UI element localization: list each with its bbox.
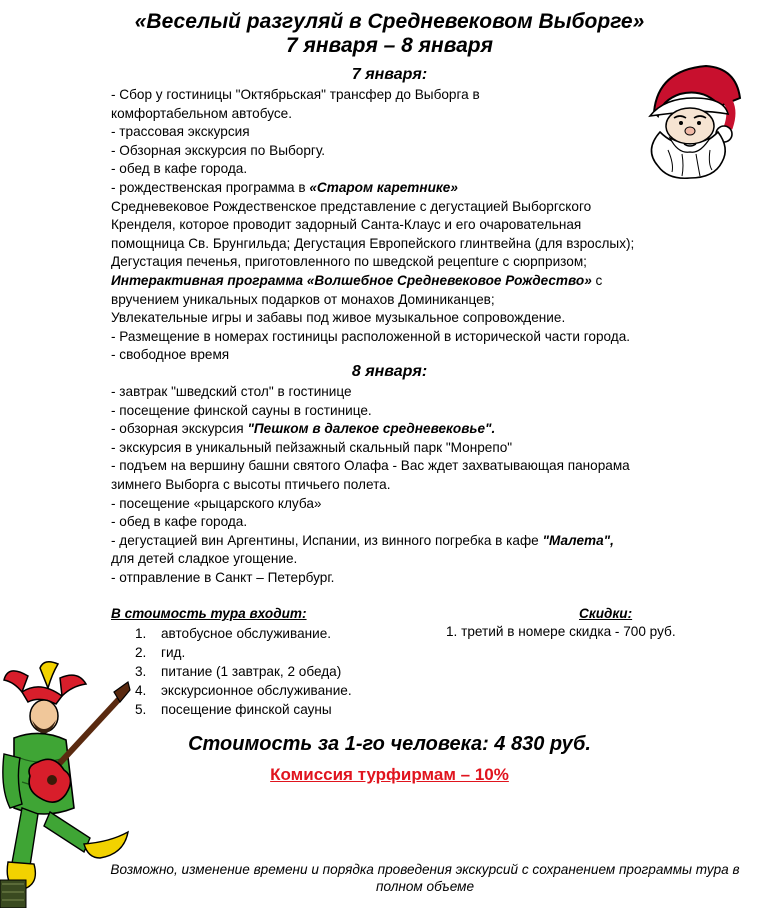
program-text: - рождественская программа в bbox=[111, 179, 310, 195]
included-item-text: экскурсионное обслуживание. bbox=[161, 683, 352, 698]
program-text: Дегустация печенья, приготовленного по шведской рецепture с сюрпризом; bbox=[111, 254, 587, 270]
program-text: - отправление в Санкт – Петербург. bbox=[111, 569, 335, 585]
program-line bbox=[111, 291, 751, 310]
program-line bbox=[111, 328, 751, 347]
included-item-text: гид. bbox=[161, 645, 186, 660]
program-tail: , bbox=[610, 532, 614, 548]
program-line bbox=[111, 550, 751, 569]
discount-item: 1. третий в номере скидка - 700 руб. bbox=[446, 624, 676, 639]
tour-dates: 7 января – 8 января bbox=[285, 34, 494, 57]
program-text: - обед в кафе города. bbox=[111, 514, 248, 530]
included-item-number: 1. bbox=[135, 626, 147, 641]
program-text: вручением уникальных подарков от монахов Доминиканцев; bbox=[111, 291, 495, 307]
included-item bbox=[135, 624, 352, 643]
program-text: помощница Св. Брунгильда; Дегустация Европейского глинтвейна (для взрослых); bbox=[111, 235, 635, 251]
program-text: - подъем на вершину башни святого Олафа - Вас ждет захватывающая панорама bbox=[111, 458, 630, 474]
program-line bbox=[111, 235, 751, 254]
program-line bbox=[111, 439, 751, 458]
program-line bbox=[111, 253, 751, 272]
program-line bbox=[111, 198, 751, 217]
program-text: - Размещение в номерах гостиницы расположенной в исторической части города. bbox=[111, 328, 631, 344]
program-text: - посещение финской сауны в гостинице. bbox=[111, 402, 372, 418]
included-item bbox=[135, 681, 352, 700]
included-item-text: посещение финской сауны bbox=[161, 702, 332, 717]
included-heading-colon: : bbox=[302, 606, 307, 621]
included-item-number: 5. bbox=[135, 702, 147, 717]
program-line bbox=[111, 495, 751, 514]
program-line bbox=[111, 513, 751, 532]
included-heading bbox=[111, 606, 307, 621]
discounts-heading: Скидки: bbox=[579, 606, 633, 621]
day2-program bbox=[111, 383, 751, 588]
included-item bbox=[135, 700, 352, 719]
program-text: - свободное время bbox=[111, 347, 230, 363]
program-line bbox=[111, 272, 751, 291]
page-title bbox=[0, 10, 779, 58]
program-text: зимнего Выборга с высоты птичьего полета. bbox=[111, 476, 391, 492]
santa-claus-illustration bbox=[624, 54, 754, 184]
program-text: комфортабельном автобусе. bbox=[111, 105, 292, 121]
program-line bbox=[111, 569, 751, 588]
included-item-number: 4. bbox=[135, 683, 147, 698]
program-line bbox=[111, 420, 751, 439]
program-text: Кренделя, которое проводит задорный Санта-Клаус и его очаровательная bbox=[111, 217, 582, 233]
program-line bbox=[111, 309, 751, 328]
day2-heading: 8 января: bbox=[351, 363, 428, 380]
program-text: - посещение «рыцарского клуба» bbox=[111, 495, 322, 511]
included-heading-text: В стоимость тура входит bbox=[111, 606, 303, 621]
program-emphasis: "Пешком в далекое средневековье". bbox=[247, 421, 496, 437]
included-list bbox=[135, 624, 352, 719]
program-line bbox=[111, 402, 751, 421]
program-text: - дегустацией вин Аргентины, Испании, из винного погребка в кафе bbox=[111, 532, 543, 548]
program-emphasis: "Малета" bbox=[542, 532, 611, 548]
program-emphasis: «Старом каретнике» bbox=[309, 179, 458, 195]
program-line bbox=[111, 457, 751, 476]
included-item bbox=[135, 662, 352, 681]
program-line bbox=[111, 383, 751, 402]
program-text: для детей сладкое угощение. bbox=[111, 551, 298, 567]
included-item-text: питание (1 завтрак, 2 обеда) bbox=[161, 664, 342, 679]
discounts-list bbox=[446, 624, 676, 639]
program-line bbox=[111, 476, 751, 495]
program-text: - Сбор у гостиницы "Октябрьская" трансфер до Выборга в bbox=[111, 87, 480, 102]
day1-heading: 7 января: bbox=[351, 66, 428, 83]
program-text: - завтрак "шведский стол" в гостинице bbox=[111, 384, 352, 399]
program-emphasis: Интерактивная программа «Волшебное Средневековое Рождество» bbox=[111, 272, 592, 288]
program-line bbox=[111, 216, 751, 235]
program-text: - обзорная экскурсия bbox=[111, 421, 248, 437]
program-text: - трассовая экскурсия bbox=[111, 124, 250, 140]
program-text: Средневековое Рождественское представление с дегустацией Выборгского bbox=[111, 198, 592, 214]
program-text: Увлекательные игры и забавы под живое музыкальное сопровождение. bbox=[111, 310, 566, 326]
program-text: - экскурсия в уникальный пейзажный скальный парк "Монрепо" bbox=[111, 439, 513, 455]
included-item-number: 3. bbox=[135, 664, 147, 679]
program-text: - Обзорная экскурсия по Выборгу. bbox=[111, 142, 326, 158]
program-text: с bbox=[591, 272, 603, 288]
included-item-text: автобусное обслуживание. bbox=[161, 626, 332, 641]
included-item bbox=[135, 643, 352, 662]
commission-line: Комиссия турфирмам – 10% bbox=[270, 765, 509, 784]
jester-guitar-illustration bbox=[0, 658, 140, 908]
tour-title: «Веселый разгуляй в Средневековом Выборге» bbox=[134, 10, 645, 33]
program-line bbox=[111, 532, 751, 551]
program-text: - обед в кафе города. bbox=[111, 161, 248, 177]
footer-note: Возможно, изменение времени и порядка проведения экскурсий с сохранением программы тура в полном объеме bbox=[110, 862, 740, 894]
included-item-number: 2. bbox=[135, 645, 147, 660]
price-line: Стоимость за 1-го человека: 4 830 руб. bbox=[188, 733, 591, 755]
